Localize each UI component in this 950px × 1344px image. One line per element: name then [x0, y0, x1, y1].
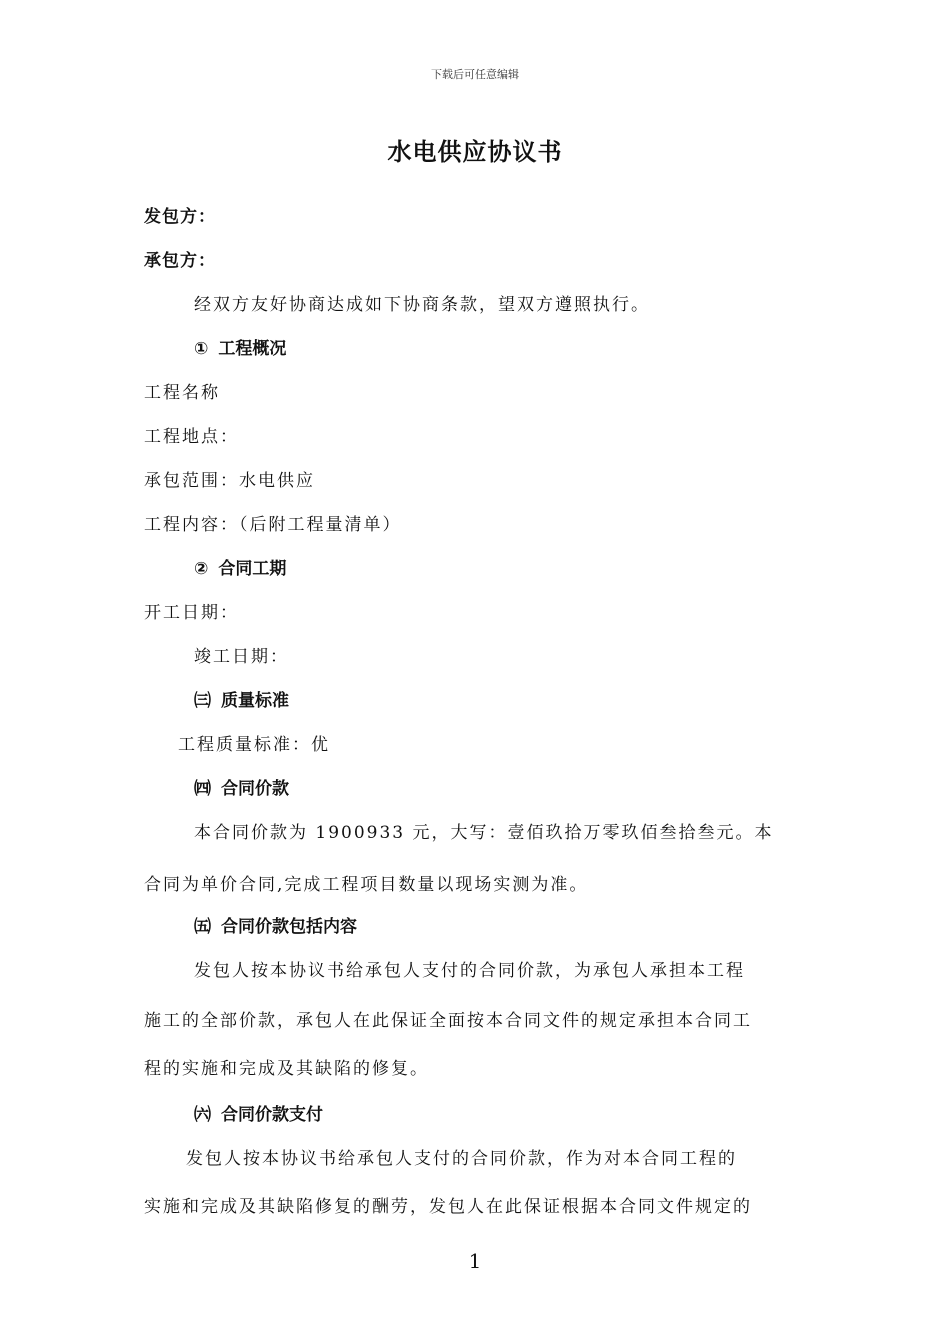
price-scope-line-1: 发包人按本协议书给承包人支付的合同价款，为承包人承担本工程	[194, 961, 745, 981]
contractor-label: 承包方：	[144, 251, 216, 271]
intro-paragraph: 经双方友好协商达成如下协商条款，望双方遵照执行。	[194, 295, 650, 315]
document-title: 水电供应协议书	[387, 138, 563, 166]
header-note: 下载后可任意编辑	[431, 68, 519, 81]
employer-label: 发包方：	[144, 207, 216, 227]
payment-line-2: 实施和完成及其缺陷修复的酬劳，发包人在此保证根据本合同文件规定的	[144, 1197, 752, 1217]
payment-line-1: 发包人按本协议书给承包人支付的合同价款，作为对本合同工程的	[186, 1149, 737, 1169]
section-title: 合同工期	[218, 559, 287, 579]
price-scope-line-3: 程的实施和完成及其缺陷的修复。	[144, 1059, 429, 1079]
section-title: 合同价款包括内容	[221, 917, 357, 937]
section-heading-quality	[194, 686, 289, 711]
section-number: ㈤	[194, 917, 211, 937]
project-location-line: 工程地点：	[144, 427, 239, 447]
section-heading-price-scope	[194, 912, 357, 937]
section-title: 合同价款支付	[221, 1105, 323, 1125]
project-content-line: 工程内容：（后附工程量清单）	[144, 515, 402, 535]
start-date-line: 开工日期：	[144, 603, 239, 623]
section-number: ①	[194, 339, 209, 359]
section-heading-contract-price	[194, 774, 289, 799]
section-number: ㈢	[194, 691, 211, 711]
section-title: 工程概况	[218, 339, 287, 359]
section-number: ②	[194, 559, 209, 579]
page-number: 1	[468, 1249, 482, 1273]
section-number: ㈥	[194, 1105, 211, 1125]
price-paragraph-line-1: 本合同价款为 1900933 元，大写：壹佰玖拾万零玖佰叁拾叁元。本	[194, 823, 774, 843]
section-heading-project-overview	[194, 334, 286, 359]
section-title: 质量标准	[221, 691, 289, 711]
project-scope-line: 承包范围：水电供应	[144, 471, 315, 491]
section-title: 合同价款	[221, 779, 289, 799]
price-paragraph-line-2: 合同为单价合同,完成工程项目数量以现场实测为准。	[144, 875, 589, 895]
quality-standard-line: 工程质量标准：优	[178, 735, 330, 755]
end-date-line: 竣工日期：	[194, 647, 289, 667]
section-heading-schedule	[194, 554, 286, 579]
section-number: ㈣	[194, 779, 211, 799]
project-name-line: 工程名称	[144, 383, 220, 403]
section-heading-payment	[194, 1100, 323, 1125]
price-scope-line-2: 施工的全部价款，承包人在此保证全面按本合同文件的规定承担本合同工	[144, 1011, 752, 1031]
